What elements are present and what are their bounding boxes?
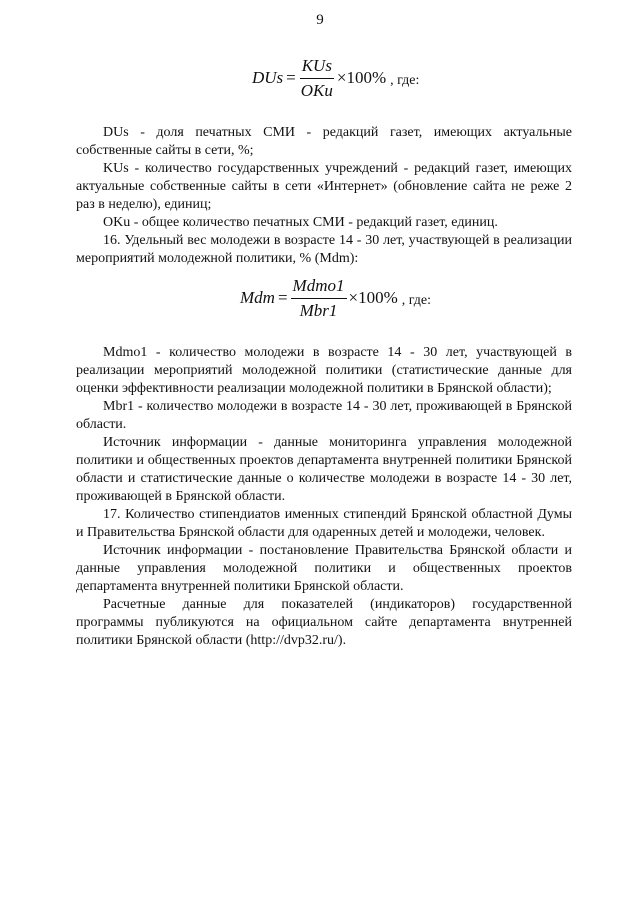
- formula-mdm-lhs: Mdm: [240, 288, 275, 308]
- formula-dus-fraction: [299, 56, 335, 100]
- paragraph-mdmo1-definition: Mdmo1 - количество молодежи в возрасте 14 - 30 лет, участвующей в реализации мероприятий молодежной политики (статистические данные для оценки эффективности реализации молодежной политики в Брянской области);: [76, 345, 572, 396]
- definitions-block-2: [76, 344, 572, 650]
- formula-dus-lhs: DUs: [252, 68, 284, 88]
- paragraph-item-17: 17. Количество стипендиатов именных стипендий Брянской областной Думы и Правительства Брянской области для одаренных детей и молодежи, человек.: [76, 507, 572, 540]
- paragraph-kus-definition: KUs - количество государственных учреждений - редакций газет, имеющих актуальные собственные сайты в сети «Интернет» (обновление сайта не реже 2 раз в неделю), единиц;: [76, 161, 572, 212]
- formula-mdm-denominator: Mbr1: [299, 300, 338, 320]
- paragraph-oku-definition: OKu - общее количество печатных СМИ - редакций газет, единиц.: [103, 215, 498, 230]
- paragraph-source-monitoring: Источник информации - данные мониторинга управления молодежной политики и общественных проектов департамента внутренней политики Брянской области и статистические данные о количестве молодежи в возрасте 14 - 30 лет, проживающей в Брянской области.: [76, 435, 572, 504]
- formula-mdm-numerator: Mdmo1: [291, 276, 347, 299]
- formula-dus-equals: =: [286, 68, 296, 88]
- formula-dus-denominator: OKu: [300, 80, 333, 100]
- paragraph-mbr1-definition: Mbr1 - количество молодежи в возрасте 14 - 30 лет, проживающей в Брянской области.: [76, 399, 572, 432]
- paragraph-publication-note: Расчетные данные для показателей (индикаторов) государственной программы публикуются на официальном сайте департамента внутренней политики Брянской области (http://dvp32.ru/).: [76, 597, 572, 648]
- formula-dus: [252, 56, 419, 100]
- paragraph-source-resolution: Источник информации - постановление Правительства Брянской области и данные управления молодежной политики и общественных проектов департамента внутренней политики Брянской области.: [76, 543, 572, 594]
- formula-mdm: [240, 276, 431, 320]
- page-number: 9: [316, 12, 324, 28]
- formula-mdm-suffix: , где:: [401, 293, 432, 309]
- formula-mdm-fraction: [291, 276, 347, 320]
- definitions-block-1: [76, 124, 572, 268]
- formula-dus-suffix: , где:: [390, 73, 420, 89]
- formula-dus-numerator: KUs: [300, 56, 334, 79]
- formula-mdm-equals: =: [277, 288, 288, 308]
- formula-dus-multiplier: ×100%: [336, 68, 387, 88]
- paragraph-item-16: 16. Удельный вес молодежи в возрасте 14 - 30 лет, участвующей в реализации мероприятий молодежной политики, % (Mdm):: [76, 233, 572, 266]
- formula-mdm-multiplier: ×100%: [348, 288, 398, 308]
- paragraph-dus-definition: DUs - доля печатных СМИ - редакций газет, имеющих актуальные собственные сайты в сети, %;: [76, 125, 572, 158]
